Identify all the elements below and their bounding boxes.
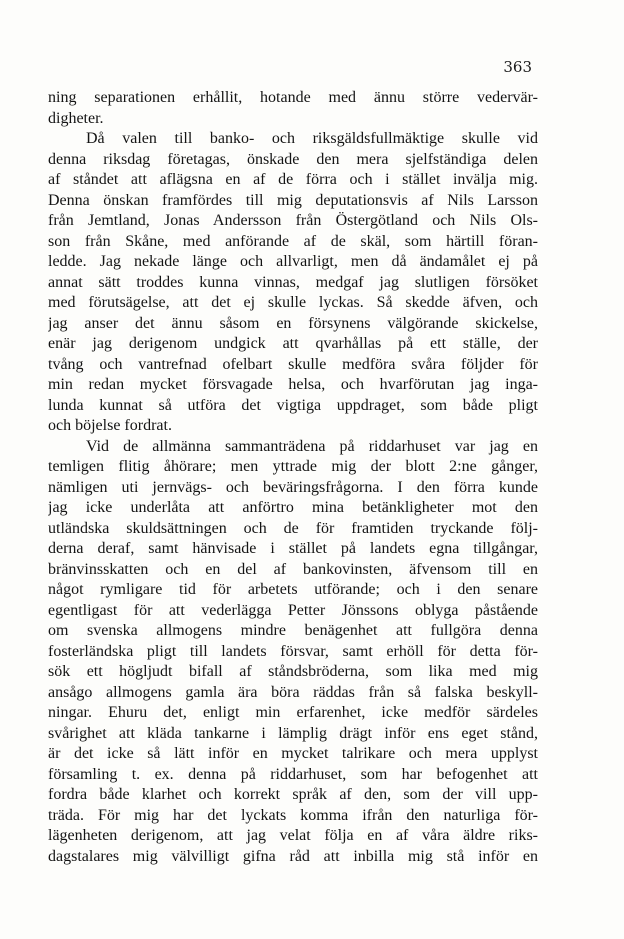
text-line: lägenheten derigenom, att jag velat följa en af våra äldre riks- bbox=[48, 827, 538, 844]
page-number: 363 bbox=[503, 58, 532, 76]
text-line: enär jag derigenom undgick att qvarhållas på ett ställe, der bbox=[48, 335, 538, 352]
text-line: med förutsägelse, att det ej skulle lyckas. Så skedde äfven, och bbox=[48, 294, 538, 311]
text-line: ledde. Jag nekade länge och allvarligt, men då ändamålet ej på bbox=[48, 253, 538, 270]
text-line: något rymligare tid för arbetets utförande; och i den senare bbox=[48, 581, 538, 598]
text-line: ansågo allmogens gamla ära böra räddas från så falska beskyll- bbox=[48, 683, 538, 701]
text-line: är det icke så lätt inför en mycket talrikare och mera upplyst bbox=[48, 745, 538, 762]
text-line: jag icke underlåta att anförtro mina betänkligheter mot den bbox=[48, 499, 538, 516]
text-line: Då valen till banko- och riksgäldsfullmäktige skulle vid bbox=[86, 130, 538, 147]
text-line: egentligast för att vederlägga Petter Jönssons oblyga påstående bbox=[48, 601, 538, 619]
text-line: från Jemtland, Jonas Andersson från Östergötland och Nils Ols- bbox=[48, 212, 538, 229]
text-line: sök ett högljudt bifall af ståndsbröderna, som lika med mig bbox=[48, 663, 538, 680]
text-line: min redan mycket försvagade helsa, och hvarförutan jag inga- bbox=[48, 376, 538, 393]
text-line: lunda kunnat så utföra det vigtiga uppdraget, som både pligt bbox=[48, 396, 538, 414]
text-line: och böjelse fordrat. bbox=[48, 417, 172, 434]
text-line: församling t. ex. denna på riddarhuset, som har befogenhet att bbox=[48, 765, 538, 783]
text-line: bränvinsskatten och en del af bankovinsten, äfvensom till en bbox=[48, 560, 538, 578]
text-line: derna deraf, samt hänvisade i stället på landets egna tillgångar, bbox=[48, 540, 538, 557]
text-line: jag anser det ännu såsom en försynens välgörande skickelse, bbox=[48, 314, 538, 332]
text-line: svårighet att kläda tankarne i lämplig drägt inför ens eget stånd, bbox=[48, 724, 538, 742]
body-text bbox=[48, 88, 538, 867]
text-line: dagstalares mig välvilligt gifna råd att inbilla mig stå inför en bbox=[48, 847, 538, 865]
text-line: utländska skuldsättningen och de för framtiden tryckande följ- bbox=[48, 519, 538, 537]
text-line: fordra både klarhet och korrekt språk af den, som der vill upp- bbox=[48, 786, 538, 803]
text-line: om svenska allmogens mindre benägenhet att fullgöra denna bbox=[48, 622, 538, 639]
text-line: fosterländska pligt till landets försvar, samt erhöll för detta för- bbox=[48, 642, 538, 660]
text-line: digheter. bbox=[48, 109, 104, 127]
text-line: nämligen uti jernvägs- och beväringsfrågorna. I den förra kunde bbox=[48, 478, 538, 496]
text-line: temligen flitig åhörare; men yttrade mig der blott 2:ne gånger, bbox=[48, 458, 538, 475]
text-line: denna riksdag företagas, önskade den mera sjelfständiga delen bbox=[48, 150, 538, 168]
text-line: träda. För mig har det lyckats komma ifrån den naturliga för- bbox=[48, 806, 538, 824]
text-line: Vid de allmänna sammanträdena på riddarhuset var jag en bbox=[86, 437, 538, 455]
text-line: Denna önskan framfördes till mig deputationsvis af Nils Larsson bbox=[48, 191, 538, 209]
text-line: annat sätt troddes kunna vinnas, medgaf jag slutligen försöket bbox=[48, 273, 538, 291]
text-line: ningar. Ehuru det, enligt min erfarenhet, icke medför särdeles bbox=[48, 704, 538, 721]
text-line: ning separationen erhållit, hotande med ännu större vedervär- bbox=[48, 89, 538, 106]
text-line: tvång och vantrefnad ofelbart skulle medföra svåra följder för bbox=[48, 355, 538, 373]
text-line: son från Skåne, med anförande af de skäl, som härtill föran- bbox=[48, 232, 538, 250]
text-line: af ståndet att aflägsna en af de förra och i stället invälja mig. bbox=[48, 171, 538, 188]
